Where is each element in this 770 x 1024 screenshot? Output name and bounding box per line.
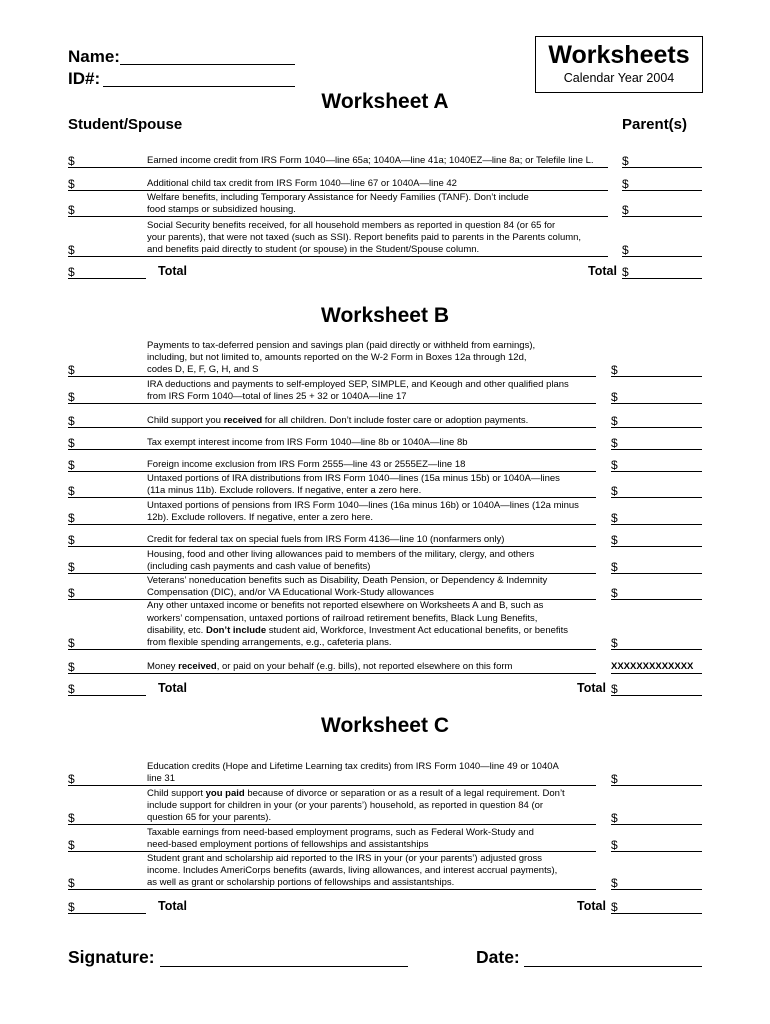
parent-amount-field[interactable]: [611, 403, 702, 404]
row-description: [147, 220, 581, 257]
text-run: Child support you: [147, 415, 224, 427]
row-description: [147, 788, 565, 825]
description-line: Payments to tax-deferred pension and savings plan (paid directly or withheld from earnings),: [147, 339, 536, 351]
student-dollar-sign: $: [68, 363, 75, 377]
parent-blocked-field: XXXXXXXXXXXXX: [611, 661, 694, 672]
student-total-field[interactable]: [68, 695, 146, 696]
doc-subtitle: Calendar Year 2004: [563, 71, 675, 85]
text-run: student aid, Workforce, Investment Act educational benefits, or benefits: [266, 624, 569, 636]
description-line: your parents), that were not taxed (such as SSI). Report benefits paid to parents in the Parents column,: [147, 231, 582, 243]
parent-amount-field[interactable]: [611, 449, 702, 450]
student-amount-field[interactable]: [68, 497, 596, 498]
signature-field[interactable]: [160, 966, 408, 967]
id-field[interactable]: [103, 86, 295, 87]
parent-amount-field[interactable]: [611, 471, 702, 472]
description-line: Taxable earnings from need-based employment programs, such as Federal Work-Study and: [147, 826, 534, 838]
col-student-spouse: Student/Spouse: [68, 116, 183, 133]
row-description: [147, 575, 547, 600]
student-amount-field[interactable]: [68, 190, 608, 191]
description-line: income. Includes AmeriCorps benefits (awards, living allowances, and interest accrual payments),: [147, 864, 558, 876]
row-description: [147, 459, 465, 471]
student-amount-field[interactable]: [68, 524, 596, 525]
text-emphasis: received: [178, 661, 217, 673]
student-dollar-sign: $: [68, 390, 75, 404]
parent-amount-field[interactable]: [611, 376, 702, 377]
signature-label: Signature:: [68, 947, 155, 967]
description-line: Any other untaxed income or benefits not reported elsewhere on Worksheets A and B, such as: [147, 600, 544, 612]
parent-dollar-sign: $: [611, 838, 618, 852]
parent-total-dollar: $: [622, 265, 629, 279]
description-line: including, but not limited to, amounts reported on the W-2 Form in Boxes 12a through 12d,: [147, 351, 527, 363]
parent-amount-field[interactable]: [611, 546, 702, 547]
parent-dollar-sign: $: [622, 203, 629, 217]
parent-total-field[interactable]: [611, 913, 702, 914]
description-line: Untaxed portions of pensions from IRS Form 1040—lines (16a minus 16b) or 1040A—lines (12a minus: [147, 499, 579, 511]
parent-total-field[interactable]: [611, 695, 702, 696]
parent-total-dollar: $: [611, 682, 618, 696]
student-dollar-sign: $: [68, 811, 75, 825]
description-line: codes D, E, F, G, H, and S: [147, 364, 259, 376]
name-label: Name:: [68, 47, 120, 66]
description-line: need-based employment portions of fellowships and assistantships: [147, 839, 429, 851]
description-line: (including cash payments and cash value of benefits): [147, 561, 371, 573]
row-description: [147, 155, 594, 167]
student-dollar-sign: $: [68, 484, 75, 498]
student-dollar-sign: $: [68, 511, 75, 525]
row-description: [147, 827, 534, 852]
parent-total-label: Total: [577, 899, 606, 913]
description-line: Earned income credit from IRS Form 1040—line 65a; 1040A—line 41a; 1040EZ—line 8a; or Telefile line L.: [147, 155, 594, 167]
student-total-label: Total: [158, 899, 187, 913]
student-amount-field[interactable]: [68, 256, 608, 257]
description-line: IRA deductions and payments to self-employed SEP, SIMPLE, and Keough and other qualified plans: [147, 378, 569, 390]
text-run: disability, etc.: [147, 624, 206, 636]
description-line: Compensation (DIC), and/or VA Educational Work-Study allowances: [147, 587, 434, 599]
parent-amount-field[interactable]: [622, 190, 702, 191]
student-total-label: Total: [158, 264, 187, 278]
parent-dollar-sign: $: [611, 390, 618, 404]
description-line: and benefits paid directly to student (or spouse) in the Student/Spouse column.: [147, 244, 480, 256]
description-line: as well as grant or scholarship portions of fellowships and assistantships.: [147, 877, 455, 889]
parent-amount-field[interactable]: [622, 167, 702, 168]
student-amount-field[interactable]: [68, 889, 596, 890]
worksheet-b-title: Worksheet B: [321, 304, 449, 327]
id-label: ID#:: [68, 69, 101, 88]
description-line: [147, 661, 512, 673]
student-total-dollar: $: [68, 682, 75, 696]
parent-amount-field[interactable]: [611, 427, 702, 428]
student-total-dollar: $: [68, 900, 75, 914]
name-field[interactable]: [120, 64, 295, 65]
student-dollar-sign: $: [68, 436, 75, 450]
parent-dollar-sign: $: [622, 154, 629, 168]
student-dollar-sign: $: [68, 458, 75, 472]
description-line: Foreign income exclusion from IRS Form 2555—line 43 or 2555EZ—line 18: [147, 459, 466, 471]
parent-dollar-sign: $: [611, 560, 618, 574]
text-run: because of divorce or separation or as a result of a legal requirement. Don’t: [244, 787, 565, 799]
row-description: [147, 192, 529, 217]
date-field[interactable]: [524, 966, 702, 967]
student-dollar-sign: $: [68, 177, 75, 191]
student-amount-field[interactable]: [68, 573, 596, 574]
description-line: Welfare benefits, including Temporary Assistance for Needy Families (TANF). Don’t include: [147, 191, 529, 203]
parent-amount-field[interactable]: [611, 599, 702, 600]
parent-total-field[interactable]: [622, 278, 702, 279]
student-amount-field[interactable]: [68, 449, 596, 450]
parent-amount-field[interactable]: [611, 573, 702, 574]
description-line: line 31: [147, 773, 175, 785]
student-total-field[interactable]: [68, 913, 146, 914]
parent-amount-field[interactable]: [622, 256, 702, 257]
date-label: Date:: [476, 947, 520, 967]
description-line: workers’ compensation, untaxed portions of railroad retirement benefits, Black Lung Benefits,: [147, 612, 538, 624]
description-line: Housing, food and other living allowances paid to members of the military, clergy, and others: [147, 548, 535, 560]
student-dollar-sign: $: [68, 586, 75, 600]
parent-amount-field[interactable]: [611, 785, 702, 786]
student-dollar-sign: $: [68, 660, 75, 674]
student-amount-field[interactable]: [68, 471, 596, 472]
student-amount-field[interactable]: [68, 673, 596, 674]
parent-dollar-sign: $: [622, 177, 629, 191]
parent-dollar-sign: $: [611, 811, 618, 825]
parent-dollar-sign: $: [622, 243, 629, 257]
description-line: question 65 for your parents).: [147, 812, 272, 824]
student-total-dollar: $: [68, 265, 75, 279]
row-description: [147, 853, 557, 890]
parent-amount-field[interactable]: [611, 824, 702, 825]
text-run: Money: [147, 661, 179, 673]
student-amount-field[interactable]: [68, 376, 596, 377]
student-total-field[interactable]: [68, 278, 146, 279]
row-description: [147, 415, 528, 427]
student-dollar-sign: $: [68, 560, 75, 574]
title-box: [535, 36, 703, 93]
text-emphasis: you paid: [205, 787, 245, 799]
student-dollar-sign: $: [68, 203, 75, 217]
worksheet-c-title: Worksheet C: [321, 714, 449, 737]
parent-dollar-sign: $: [611, 458, 618, 472]
description-line: from IRS Form 1040—total of lines 25 + 32 or 1040A—line 17: [147, 391, 407, 403]
parent-amount-field[interactable]: [611, 673, 702, 674]
parent-dollar-sign: $: [611, 586, 618, 600]
student-dollar-sign: $: [68, 876, 75, 890]
student-amount-field[interactable]: [68, 216, 608, 217]
description-line: Credit for federal tax on special fuels from IRS Form 4136—line 10 (nonfarmers only): [147, 534, 505, 546]
description-line: include support for children in your (or your parents’) household, as reported in question 84 (or: [147, 799, 544, 811]
description-line: Untaxed portions of IRA distributions from IRS Form 1040—lines (15a minus 15b) or 1040A—lines: [147, 472, 560, 484]
row-description: [147, 534, 504, 546]
text-emphasis: received: [223, 415, 263, 427]
row-description: [147, 661, 512, 673]
student-total-label: Total: [158, 681, 187, 695]
parent-dollar-sign: $: [611, 511, 618, 525]
col-parents: Parent(s): [622, 116, 688, 133]
description-line: [147, 625, 568, 637]
description-line: Veterans’ noneducation benefits such as Disability, Death Pension, or Dependency & Indemnity: [147, 574, 548, 586]
student-dollar-sign: $: [68, 154, 75, 168]
parent-amount-field[interactable]: [611, 497, 702, 498]
description-line: Additional child tax credit from IRS Form 1040—line 67 or 1040A—line 42: [147, 178, 457, 190]
parent-amount-field[interactable]: [611, 649, 702, 650]
parent-amount-field[interactable]: [611, 524, 702, 525]
doc-title: Worksheets: [548, 41, 690, 69]
student-dollar-sign: $: [68, 772, 75, 786]
student-dollar-sign: $: [68, 243, 75, 257]
parent-dollar-sign: $: [611, 414, 618, 428]
student-dollar-sign: $: [68, 533, 75, 547]
row-description: [147, 340, 535, 377]
row-description: [147, 500, 579, 525]
description-line: Student grant and scholarship aid reported to the IRS in your (or your parents’) adjusted gross: [147, 852, 542, 864]
description-line: [147, 415, 528, 427]
text-run: for all children. Don’t include foster care or adoption payments.: [262, 415, 529, 427]
row-description: [147, 549, 534, 574]
description-line: Education credits (Hope and Lifetime Learning tax credits) from IRS Form 1040—line 49 or 1040A: [147, 760, 559, 772]
student-amount-field[interactable]: [68, 546, 596, 547]
student-amount-field[interactable]: [68, 167, 608, 168]
student-amount-field[interactable]: [68, 824, 596, 825]
parent-dollar-sign: $: [611, 772, 618, 786]
text-run: , or paid on your behalf (e.g. bills), not reported elsewhere on this form: [216, 661, 513, 673]
student-amount-field[interactable]: [68, 427, 596, 428]
row-description: [147, 437, 468, 449]
parent-total-label: Total: [577, 681, 606, 695]
description-line: Tax exempt interest income from IRS Form 1040—line 8b or 1040A—line 8b: [147, 437, 468, 449]
student-dollar-sign: $: [68, 838, 75, 852]
parent-amount-field[interactable]: [622, 216, 702, 217]
description-line: from flexible spending arrangements, e.g., cafeteria plans.: [147, 637, 392, 649]
row-description: [147, 379, 569, 404]
description-line: food stamps or subsidized housing.: [147, 204, 296, 216]
student-dollar-sign: $: [68, 414, 75, 428]
row-description: [147, 600, 568, 649]
parent-total-label: Total: [588, 264, 617, 278]
row-description: [147, 761, 559, 786]
row-description: [147, 178, 457, 190]
parent-amount-field[interactable]: [611, 851, 702, 852]
worksheet-a-title: Worksheet A: [321, 90, 449, 113]
student-amount-field[interactable]: [68, 649, 596, 650]
parent-dollar-sign: $: [611, 436, 618, 450]
parent-dollar-sign: $: [611, 876, 618, 890]
student-amount-field[interactable]: [68, 403, 596, 404]
description-line: 12b). Exclude rollovers. If negative, enter a zero here.: [147, 512, 374, 524]
parent-dollar-sign: $: [611, 363, 618, 377]
description-line: Social Security benefits received, for all household members as reported in question 84 (or 65 for: [147, 219, 556, 231]
description-line: [147, 788, 565, 800]
text-emphasis: Don’t include: [205, 624, 267, 636]
student-amount-field[interactable]: [68, 785, 596, 786]
parent-amount-field[interactable]: [611, 889, 702, 890]
student-dollar-sign: $: [68, 636, 75, 650]
row-description: [147, 473, 560, 498]
parent-total-dollar: $: [611, 900, 618, 914]
text-run: Child support: [147, 787, 206, 799]
parent-dollar-sign: $: [611, 484, 618, 498]
parent-dollar-sign: $: [611, 636, 618, 650]
description-line: (11a minus 11b). Exclude rollovers. If negative, enter a zero here.: [147, 485, 422, 497]
parent-dollar-sign: $: [611, 533, 618, 547]
